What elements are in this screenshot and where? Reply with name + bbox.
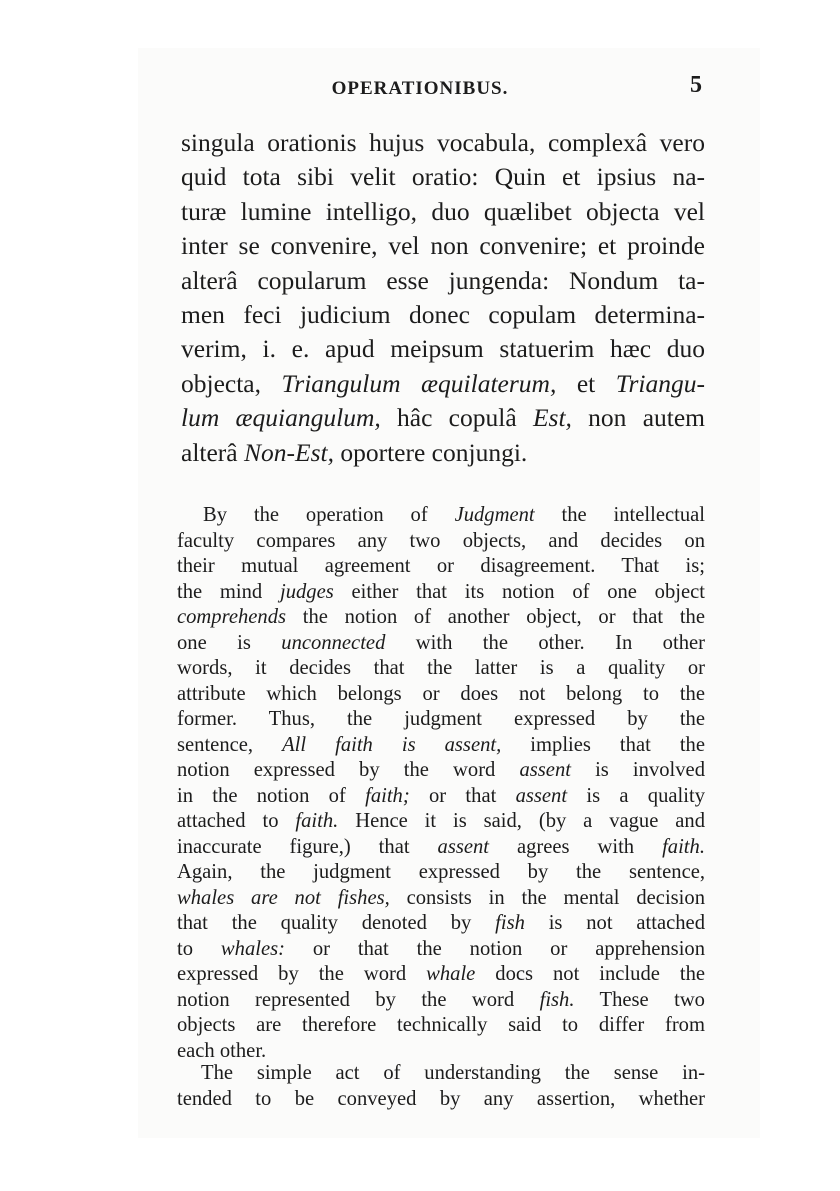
text-line	[177, 758, 705, 784]
italic-run: All faith is assent,	[282, 733, 502, 756]
text-run: sentence,	[177, 733, 283, 756]
text-line	[181, 401, 705, 435]
text-run: notion represented by the word	[177, 988, 540, 1011]
text-line: The simple act of understanding the sense in-	[201, 1062, 705, 1084]
text-run: expressed by the word	[177, 963, 427, 985]
text-line	[181, 436, 705, 470]
italic-run: whales:	[220, 937, 285, 960]
text-line: tended to be conveyed by any assertion, whether	[177, 1088, 705, 1110]
text-line	[177, 809, 705, 835]
text-line	[177, 631, 705, 657]
page-number: 5	[690, 72, 702, 98]
text-line	[177, 988, 705, 1014]
text-run: hâc copulâ	[380, 403, 533, 433]
text-line: singula orationis hujus vocabula, complexâ vero	[181, 128, 705, 157]
text-run: either that its notion of one object	[333, 580, 706, 603]
italic-run: fish	[495, 912, 525, 934]
text-line	[177, 733, 705, 759]
text-line: attribute which belongs or does not belong to the	[177, 682, 705, 705]
text-line: turæ lumine intelligo, duo quælibet objecta vel	[181, 196, 705, 226]
text-line: verim, i. e. apud meipsum statuerim hæc duo	[181, 334, 705, 364]
italic-run: Triangulum æquilaterum,	[281, 368, 557, 398]
text-run: By the operation of	[203, 504, 455, 526]
text-line: each other.	[177, 1039, 267, 1062]
text-line	[177, 784, 705, 810]
text-line	[177, 911, 705, 937]
text-run: is involved	[570, 759, 705, 781]
text-run: the notion of another object, or that the	[286, 606, 705, 628]
text-line	[177, 886, 705, 912]
text-line: words, it decides that the latter is a quality or	[177, 657, 705, 679]
text-line	[177, 605, 705, 631]
italic-run: Non-Est,	[244, 437, 334, 467]
text-line: faculty compares any two objects, and decides on	[177, 529, 705, 552]
text-run: inaccurate figure,) that	[177, 835, 438, 858]
text-run: oportere conjungi.	[333, 437, 528, 467]
text-line: Again, the judgment expressed by the sentence,	[177, 861, 705, 883]
text-line: inter se convenire, vel non convenire; et proinde	[181, 231, 705, 261]
italic-run: comprehends	[177, 606, 287, 628]
text-run: non autem	[571, 403, 706, 433]
latin-paragraph	[181, 126, 705, 470]
italic-run: faith.	[662, 835, 705, 858]
text-line	[177, 962, 705, 988]
italic-run: Judgment	[454, 504, 535, 526]
text-line: alterâ copularum esse jungenda: Nondum ta-	[181, 265, 705, 295]
text-run: These two	[574, 988, 705, 1011]
text-line: quid tota sibi velit oratio: Quin et ipsius na-	[181, 162, 705, 192]
text-run: implies that the	[501, 733, 705, 756]
text-run: in the notion of	[177, 784, 366, 807]
italic-run: whale	[426, 963, 476, 985]
italic-run: assent	[519, 759, 571, 781]
text-line	[177, 580, 705, 606]
text-run: Hence it is said, (by a vague and	[338, 810, 705, 832]
text-run: consists in the mental decision	[389, 886, 705, 909]
italic-run: Est,	[532, 403, 572, 433]
text-line: former. Thus, the judgment expressed by the	[177, 708, 705, 730]
italic-run: assent	[515, 784, 568, 807]
italic-run: faith;	[365, 784, 410, 807]
italic-run: fish.	[539, 988, 575, 1011]
text-run: the intellectual	[534, 504, 705, 526]
text-line	[177, 835, 705, 861]
text-run: to	[177, 937, 221, 960]
italic-run: whales are not fishes,	[177, 886, 390, 909]
text-run: notion expressed by the word	[177, 759, 520, 781]
text-run: or that the notion or apprehension	[284, 937, 706, 960]
running-title: OPERATIONIBUS.	[331, 78, 509, 99]
italic-run: judges	[279, 580, 334, 603]
text-line	[181, 367, 705, 401]
italic-run: lum æquiangulum,	[181, 403, 381, 433]
italic-run: unconnected	[281, 631, 386, 654]
text-run: docs not include the	[475, 963, 706, 985]
text-run: the mind	[177, 580, 280, 603]
text-run: one is	[177, 631, 282, 654]
text-line	[177, 503, 705, 529]
text-line: their mutual agreement or disagreement. That is;	[177, 555, 705, 577]
english-paragraph-2	[177, 1060, 705, 1112]
text-run: with the other. In other	[385, 631, 705, 654]
english-paragraph	[177, 503, 705, 1064]
text-run: is a quality	[567, 784, 705, 807]
italic-run: assent	[437, 835, 489, 858]
text-line: objects are therefore technically said to differ from	[177, 1014, 705, 1036]
text-line	[177, 937, 705, 963]
italic-run: faith.	[295, 810, 339, 832]
text-run: alterâ	[181, 437, 244, 467]
text-run: or that	[409, 784, 516, 807]
text-run: attached to	[177, 810, 296, 832]
text-line: men feci judicium donec copulam determina-	[181, 300, 705, 330]
italic-run: Triangu-	[615, 368, 706, 398]
text-run: et	[556, 368, 616, 398]
text-run: is not attached	[524, 912, 705, 934]
text-run: agrees with	[489, 835, 663, 858]
text-run: that the quality denoted by	[177, 912, 496, 934]
text-run: objecta,	[181, 368, 282, 398]
